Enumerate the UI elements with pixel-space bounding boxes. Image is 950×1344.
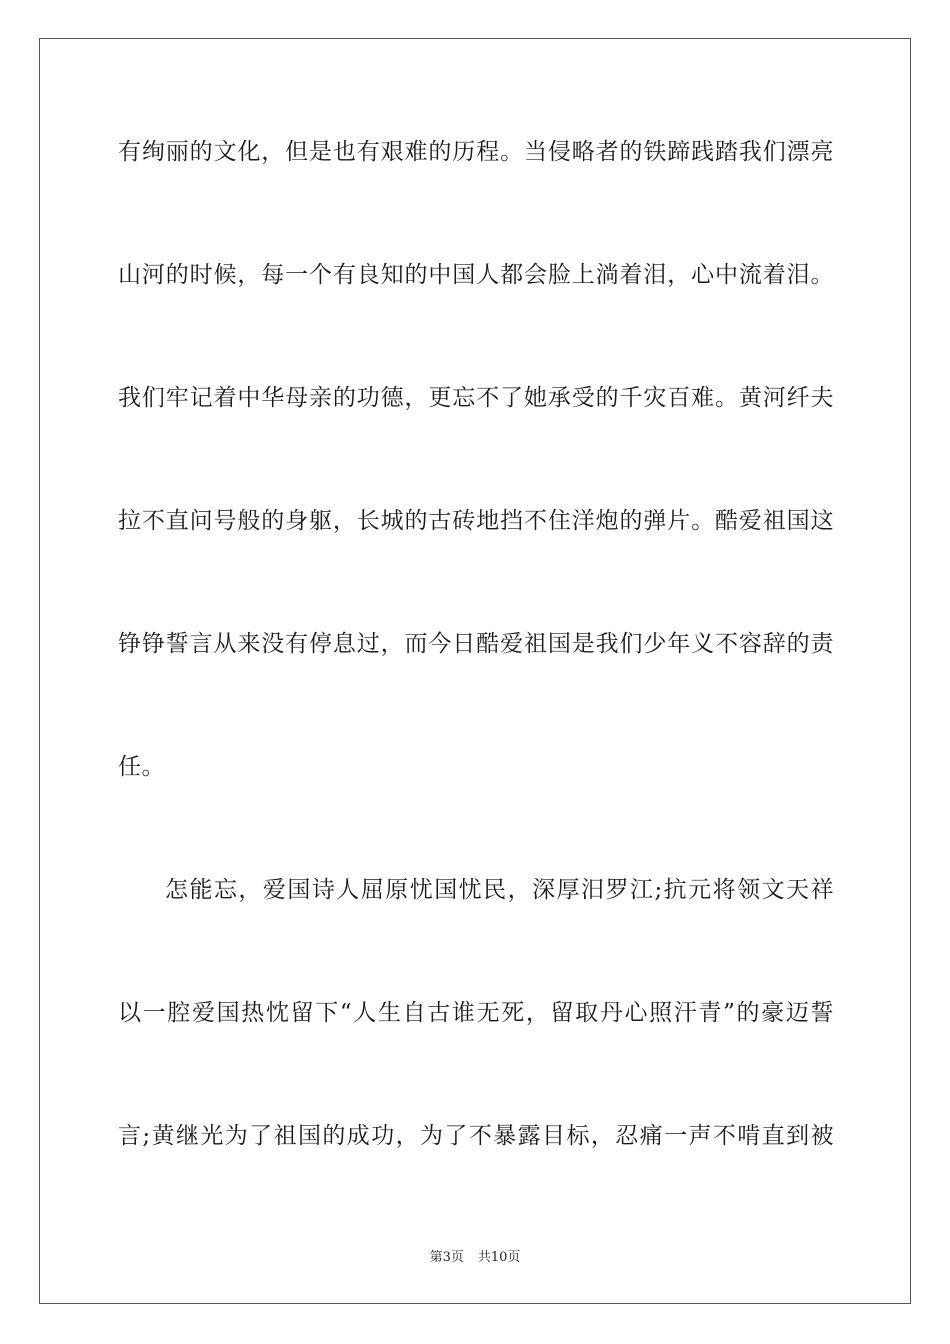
text-line: 以一腔爱国热忱留下“人生自古谁无死，留取丹心照汗青”的豪迈誓 xyxy=(118,1000,834,1026)
text-line: 山河的时候，每一个有良知的中国人都会脸上淌着泪，心中流着泪。 xyxy=(118,262,834,288)
document-body xyxy=(118,120,834,1227)
text-line: 铮铮誓言从来没有停息过，而今日酷爱祖国是我们少年义不容辞的责 xyxy=(118,631,834,657)
text-line: 言;黄继光为了祖国的成功，为了不暴露目标，忍痛一声不啃直到被 xyxy=(118,1123,834,1149)
text-line: 怎能忘，爱国诗人屈原忧国忧民，深厚汨罗江;抗元将领文天祥 xyxy=(165,877,834,903)
page-number: 第3页 xyxy=(429,1250,464,1265)
page-total: 共10页 xyxy=(477,1250,521,1265)
text-line: 我们牢记着中华母亲的功德，更忘不了她承受的千灾百难。黄河纤夫 xyxy=(118,385,834,411)
text-line: 任。 xyxy=(118,754,165,780)
page-footer xyxy=(0,1246,950,1265)
text-line: 有绚丽的文化，但是也有艰难的历程。当侵略者的铁蹄践踏我们漂亮 xyxy=(118,139,834,165)
text-line: 拉不直问号般的身躯，长城的古砖地挡不住洋炮的弹片。酷爱祖国这 xyxy=(118,508,834,534)
